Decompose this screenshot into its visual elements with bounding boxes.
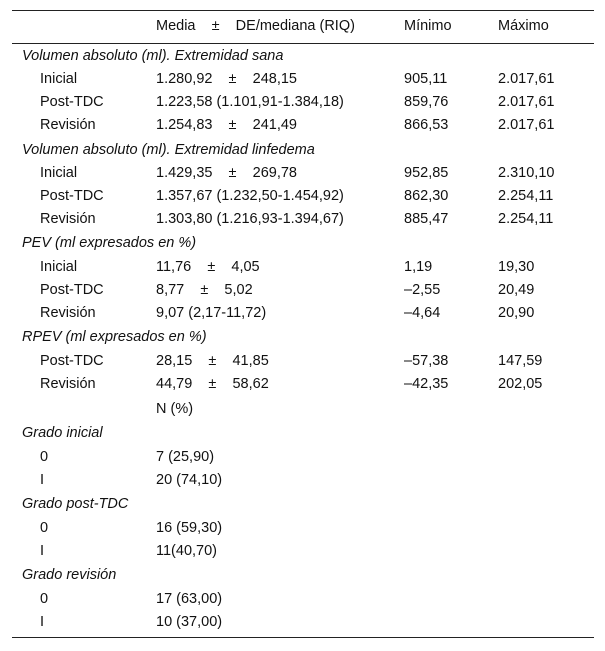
table-row [12, 517, 594, 540]
row-label: Post-TDC [40, 188, 104, 204]
row-min: 952,85 [404, 165, 449, 181]
row-min: 859,76 [404, 94, 449, 110]
grade-value: 20 (74,10) [156, 472, 223, 488]
grade-value: 16 (59,30) [156, 520, 223, 536]
section-title: Volumen absoluto (ml). Extremidad linfedema [22, 142, 315, 158]
grade-label: I [40, 472, 45, 488]
n-header: N (%) [156, 401, 194, 417]
row-max: 147,59 [498, 353, 543, 369]
grade-value: 11(40,70) [156, 543, 217, 559]
section-title-row [12, 493, 594, 516]
row-max: 2.254,11 [498, 211, 554, 227]
row-min: 905,11 [404, 71, 448, 87]
grade-label: 0 [40, 520, 49, 536]
grade-value: 17 (63,00) [156, 591, 223, 607]
table-row [12, 279, 594, 302]
row-media: 1.303,80 (1.216,93-1.394,67) [156, 211, 344, 227]
table-bottom-rule [12, 637, 594, 638]
row-max: 2.310,10 [498, 165, 555, 181]
row-label: Revisión [40, 211, 96, 227]
row-max: 2.017,61 [498, 117, 555, 133]
grade-title: Grado post-TDC [22, 496, 129, 512]
row-label: Post-TDC [40, 94, 104, 110]
section-title-row [12, 564, 594, 587]
table-row [12, 114, 594, 137]
row-label: Inicial [40, 259, 78, 275]
row-media: 8,77 ± 5,02 [156, 282, 253, 298]
row-max: 19,30 [498, 259, 535, 275]
row-label: Inicial [40, 165, 78, 181]
section-title-row [12, 232, 594, 255]
row-media: 1.223,58 (1.101,91-1.384,18) [156, 94, 344, 110]
row-label: Revisión [40, 376, 96, 392]
table-row [12, 350, 594, 373]
grade-label: 0 [40, 591, 49, 607]
row-min: –4,64 [404, 305, 441, 321]
section-title-row [12, 422, 594, 445]
table-row [12, 302, 594, 325]
section-title: RPEV (ml expresados en %) [22, 329, 207, 345]
row-media: 1.280,92 ± 248,15 [156, 71, 297, 87]
grade-value: 10 (37,00) [156, 614, 223, 630]
row-label: Inicial [40, 71, 78, 87]
table-row [12, 162, 594, 185]
row-max: 2.017,61 [498, 71, 555, 87]
row-media: 1.357,67 (1.232,50-1.454,92) [156, 188, 344, 204]
header-media: Media ± DE/mediana (RIQ) [156, 18, 355, 34]
row-media: 28,15 ± 41,85 [156, 353, 269, 369]
section-title-row [12, 139, 594, 162]
table-row [12, 540, 594, 563]
section-title-row [12, 45, 594, 68]
row-media: 11,76 ± 4,05 [156, 259, 260, 275]
row-min: –42,35 [404, 376, 449, 392]
row-max: 2.254,11 [498, 188, 554, 204]
row-max: 2.017,61 [498, 94, 555, 110]
row-max: 202,05 [498, 376, 543, 392]
row-min: 885,47 [404, 211, 449, 227]
section-title-row [12, 326, 594, 349]
row-media: 9,07 (2,17-11,72) [156, 305, 267, 321]
table-header-row [12, 15, 594, 38]
table-row [12, 611, 594, 634]
grade-label: I [40, 543, 45, 559]
table-row [12, 446, 594, 469]
row-min: 1,19 [404, 259, 433, 275]
header-max: Máximo [498, 18, 549, 34]
table-row [12, 256, 594, 279]
row-max: 20,90 [498, 305, 535, 321]
header-min: Mínimo [404, 18, 452, 34]
table-row [12, 91, 594, 114]
grade-label: 0 [40, 449, 49, 465]
row-max: 20,49 [498, 282, 535, 298]
row-min: 862,30 [404, 188, 449, 204]
row-media: 1.429,35 ± 269,78 [156, 165, 297, 181]
section-title: PEV (ml expresados en %) [22, 235, 197, 251]
table-row [12, 373, 594, 396]
header-rule [12, 43, 594, 44]
grade-title: Grado revisión [22, 567, 117, 583]
grade-title: Grado inicial [22, 425, 103, 441]
row-label: Revisión [40, 305, 96, 321]
row-min: –57,38 [404, 353, 449, 369]
row-min: 866,53 [404, 117, 449, 133]
table-top-rule [12, 10, 594, 11]
section-title: Volumen absoluto (ml). Extremidad sana [22, 48, 284, 64]
row-media: 44,79 ± 58,62 [156, 376, 269, 392]
grade-label: I [40, 614, 45, 630]
table-row [12, 588, 594, 611]
row-media: 1.254,83 ± 241,49 [156, 117, 297, 133]
table-row [12, 208, 594, 231]
row-min: –2,55 [404, 282, 441, 298]
table-row [12, 469, 594, 492]
results-table [12, 10, 594, 638]
table-row [12, 68, 594, 91]
n-header-row [12, 398, 594, 421]
row-label: Post-TDC [40, 282, 104, 298]
table-row [12, 185, 594, 208]
grade-value: 7 (25,90) [156, 449, 215, 465]
row-label: Revisión [40, 117, 96, 133]
row-label: Post-TDC [40, 353, 104, 369]
